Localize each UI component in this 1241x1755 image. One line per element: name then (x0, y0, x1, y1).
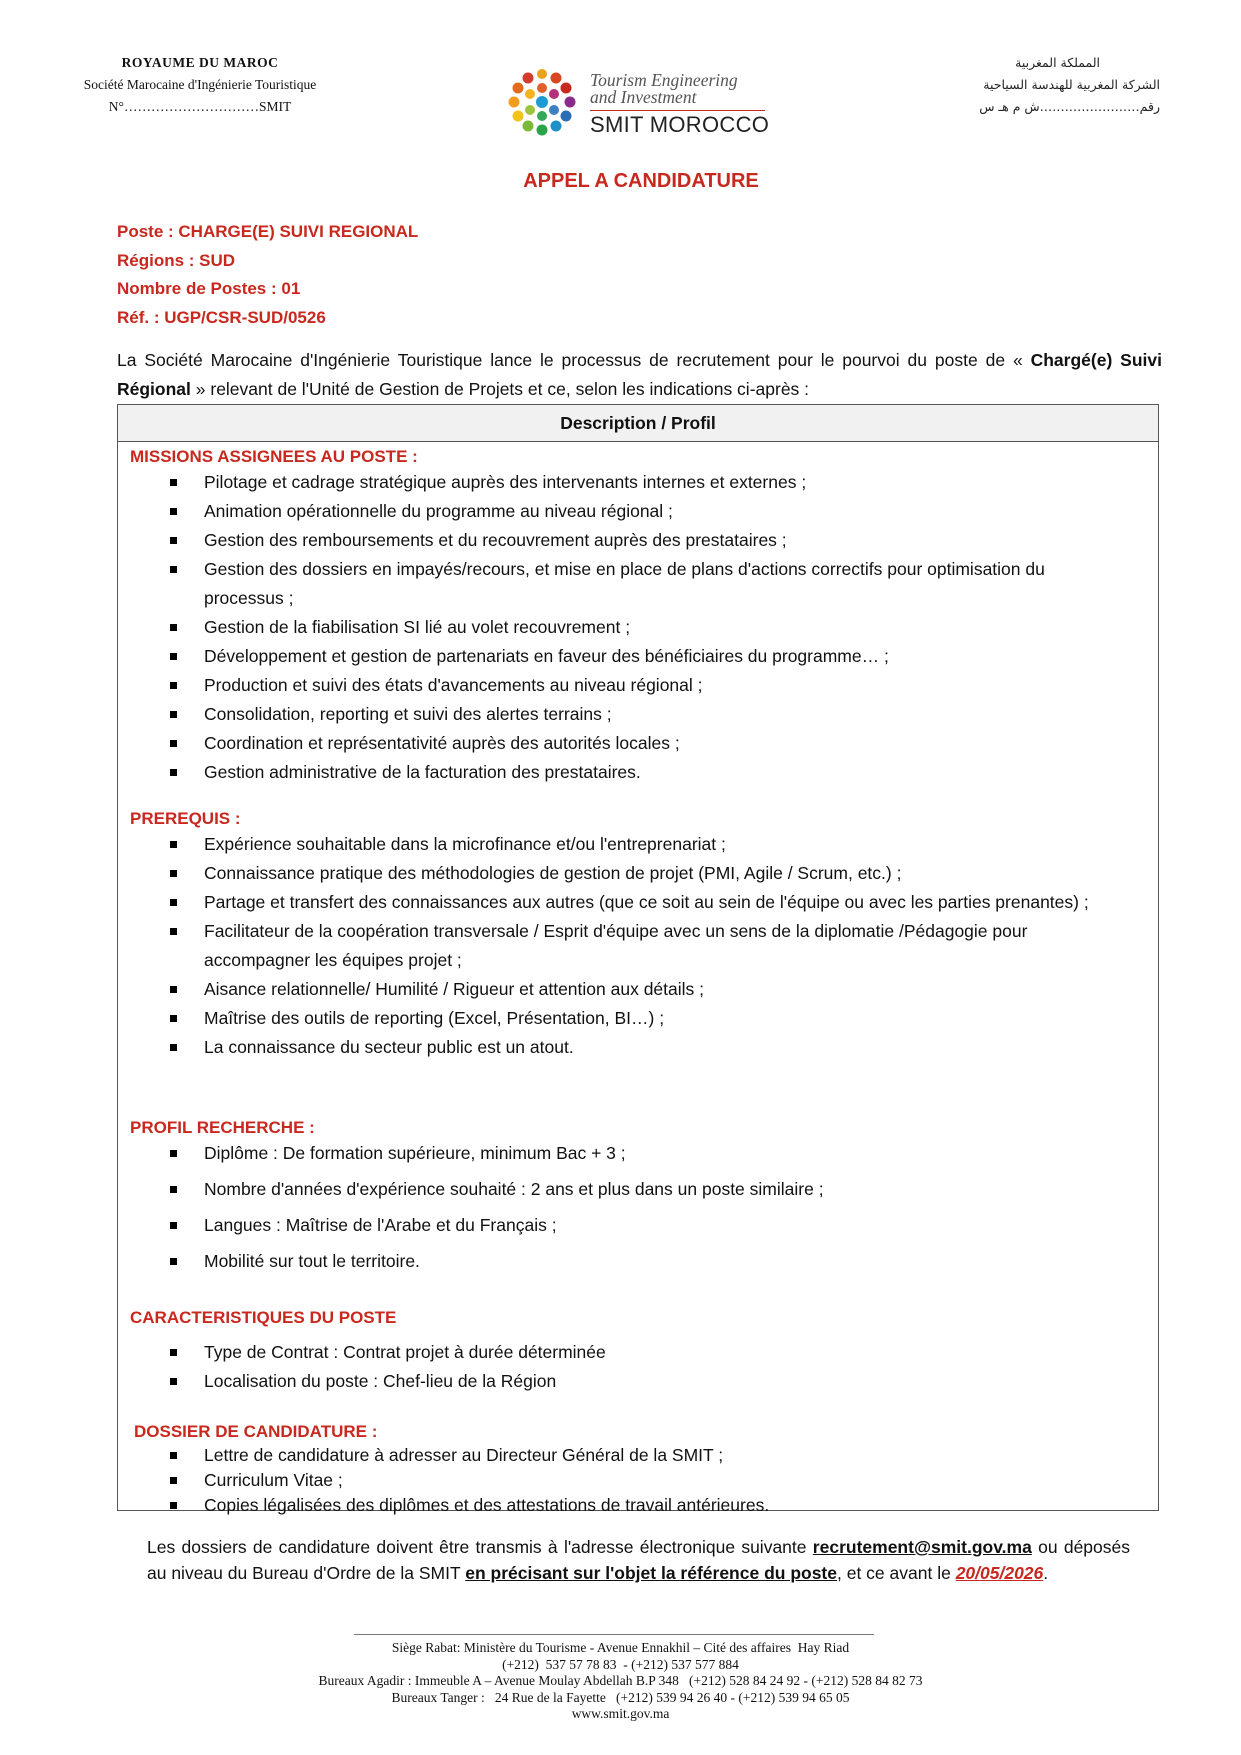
list-item (118, 526, 1118, 555)
list-item (118, 859, 1118, 888)
page-title: APPEL A CANDIDATURE (523, 170, 759, 192)
job-openings: Nombre de Postes : 01 (117, 279, 301, 298)
list-item-text: Copies légalisées des diplômes et des attestations de travail antérieures. (204, 1495, 770, 1515)
footer-line-rabat: Siège Rabat: Ministère du Tourisme - Avenue Ennakhil – Cité des affaires Hay Riad (391, 1640, 850, 1655)
list-item-text: Pilotage et cadrage stratégique auprès des intervenants internes et externes ; (204, 472, 807, 492)
footer-line-tanger: Bureaux Tanger : 24 Rue de la Fayette (+212) 539 94 26 40 - (+212) 539 94 65 05 (391, 1689, 850, 1705)
description-table (117, 404, 1159, 1515)
list-item-text: Nombre d'années d'expérience souhaité : 2 ans et plus dans un poste similaire ; (204, 1179, 824, 1199)
bullet-icon (170, 928, 177, 935)
list-item (118, 758, 1118, 787)
list-item (118, 830, 1118, 859)
footer (0, 1640, 1241, 1723)
list-item-text: Curriculum Vitae ; (204, 1470, 343, 1490)
section-title-profil: PROFIL RECHERCHE : (130, 1118, 315, 1137)
job-meta (117, 218, 418, 332)
list-item-text: Facilitateur de la coopération transversale / Esprit d'équipe avec un sens de la diplomatie /Pédagogie pour accompagner les équipes projet ; (204, 921, 1028, 970)
list-item (118, 1493, 1118, 1518)
list-item (118, 1139, 1118, 1168)
list-item-text: Type de Contrat : Contrat projet à durée déterminée (204, 1342, 606, 1362)
job-reference: Réf. : UGP/CSR-SUD/0526 (117, 307, 326, 327)
section-title-prerequis: PREREQUIS : (130, 809, 241, 828)
missions-list (118, 468, 1118, 787)
list-item-text: Partage et transfert des connaissances aux autres (que ce soit au sein de l'équipe ou avec les parties prenantes) ; (204, 892, 1089, 912)
list-item (118, 1033, 1118, 1062)
list-item-text: Maîtrise des outils de reporting (Excel, Présentation, BI…) ; (204, 1008, 665, 1028)
list-item-text: Développement et gestion de partenariats en faveur des bénéficiaires du programme… ; (204, 646, 889, 666)
list-item (118, 1211, 1118, 1240)
list-item (118, 613, 1118, 642)
document-number: N°…………………………SMIT (108, 99, 292, 114)
bullet-icon (170, 1258, 177, 1265)
bullet-icon (170, 769, 177, 776)
list-item (118, 729, 1118, 758)
bullet-icon (170, 537, 177, 544)
bullet-icon (170, 711, 177, 718)
smit-logo-icon (504, 64, 580, 140)
list-item (118, 468, 1118, 497)
bullet-icon (170, 1349, 177, 1356)
logo-line-3: SMIT MOROCCO (590, 112, 770, 137)
closing-emphasis: en précisant sur l'objet la référence du poste (465, 1563, 837, 1583)
bullet-icon (170, 479, 177, 486)
closing-text-4: . (1043, 1563, 1049, 1583)
list-item-text: Coordination et représentativité auprès des autorités locales ; (204, 733, 680, 753)
list-item (118, 642, 1118, 671)
bullet-icon (170, 508, 177, 515)
list-item-text: Expérience souhaitable dans la microfinance et/ou l'entreprenariat ; (204, 834, 726, 854)
bullet-icon (170, 1044, 177, 1051)
bullet-icon (170, 653, 177, 660)
bullet-icon (170, 1477, 177, 1484)
application-deadline: 20/05/2026 (955, 1563, 1044, 1583)
list-item-text: Production et suivi des états d'avancements au niveau régional ; (204, 675, 703, 695)
footer-line-agadir: Bureaux Agadir : Immeuble A – Avenue Moulay Abdellah B.P 348 (+212) 528 84 24 92 - (+212) 528 84 82 73 (318, 1673, 923, 1688)
list-item-text: Diplôme : De formation supérieure, minimum Bac + 3 ; (204, 1143, 626, 1163)
list-item (118, 1443, 1118, 1468)
intro-paragraph (117, 346, 1162, 404)
prerequis-list (118, 830, 1118, 1062)
list-item-text: Gestion de la fiabilisation SI lié au volet recouvrement ; (204, 617, 631, 637)
list-item (118, 1004, 1118, 1033)
job-position: Poste : CHARGE(E) SUIVI REGIONAL (117, 222, 419, 241)
list-item-text: Consolidation, reporting et suivi des alertes terrains ; (204, 704, 612, 724)
intro-text-end: » relevant de l'Unité de Gestion de Projets et ce, selon les indications ci-après : (190, 379, 810, 399)
footer-website-link[interactable]: www.smit.gov.ma (571, 1706, 670, 1721)
recruitment-email-link[interactable]: recrutement@smit.gov.ma (812, 1537, 1032, 1557)
bullet-icon (170, 1222, 177, 1229)
list-item-text: Mobilité sur tout le territoire. (204, 1251, 420, 1271)
list-item (118, 1338, 1118, 1367)
closing-text-1: Les dossiers de candidature doivent être transmis à l'adresse électronique suivante (147, 1537, 813, 1557)
job-regions: Régions : SUD (117, 250, 236, 270)
list-item (118, 975, 1118, 1004)
list-item-text: Aisance relationnelle/ Humilité / Rigueur et attention aux détails ; (204, 979, 704, 999)
list-item (118, 671, 1118, 700)
profil-list (118, 1139, 1118, 1276)
list-item-text: Connaissance pratique des méthodologies de gestion de projet (PMI, Agile / Scrum, etc.) ; (204, 863, 902, 883)
list-item (118, 917, 1118, 975)
smit-logo (500, 62, 800, 146)
list-item (118, 700, 1118, 729)
description-table-header: Description / Profil (118, 405, 1158, 442)
bullet-icon (170, 1452, 177, 1459)
footer-divider (354, 1634, 874, 1635)
list-item-text: Localisation du poste : Chef-lieu de la Région (204, 1371, 557, 1391)
list-item (118, 1468, 1118, 1493)
bullet-icon (170, 1502, 177, 1509)
list-item (118, 555, 1118, 613)
section-title-caracteristiques: CARACTERISTIQUES DU POSTE (130, 1308, 397, 1327)
bullet-icon (170, 682, 177, 689)
kingdom-name: ROYAUME DU MAROC (121, 55, 279, 70)
list-item-text: La connaissance du secteur public est un atout. (204, 1037, 574, 1057)
logo-line-1: Tourism Engineering (590, 70, 738, 90)
bullet-icon (170, 566, 177, 573)
bullet-icon (170, 870, 177, 877)
caracteristiques-list (118, 1338, 1118, 1396)
footer-line-rabat-phone: (+212) 537 57 78 83 - (+212) 537 577 884 (502, 1656, 739, 1672)
document-number-arabic: رقم……………………ش م هـ س (979, 99, 1160, 114)
list-item-text: Animation opérationnelle du programme au niveau régional ; (204, 501, 673, 521)
dossier-list (118, 1443, 1118, 1518)
list-item-text: Lettre de candidature à adresser au Directeur Général de la SMIT ; (204, 1445, 724, 1465)
closing-text-3: , et ce avant le (837, 1563, 956, 1583)
bullet-icon (170, 986, 177, 993)
bullet-icon (170, 841, 177, 848)
company-name: Société Marocaine d'Ingénierie Touristique (83, 77, 317, 92)
list-item (118, 1367, 1118, 1396)
bullet-icon (170, 1150, 177, 1157)
kingdom-name-arabic: المملكة المغربية (1015, 55, 1100, 70)
list-item-text: Gestion des dossiers en impayés/recours, et mise en place de plans d'actions correctifs pour optimisation du processus ; (204, 559, 1045, 608)
logo-line-2: and Investment (590, 87, 697, 107)
header-left-block (40, 52, 360, 118)
bullet-icon (170, 740, 177, 747)
section-title-missions: MISSIONS ASSIGNEES AU POSTE : (130, 447, 418, 466)
list-item (118, 497, 1118, 526)
header-right-block (920, 52, 1160, 118)
bullet-icon (170, 1015, 177, 1022)
closing-paragraph (147, 1534, 1130, 1586)
bullet-icon (170, 899, 177, 906)
list-item (118, 888, 1118, 917)
intro-text-start: La Société Marocaine d'Ingénierie Touristique lance le processus de recrutement pour le pourvoi du poste de « (117, 350, 1031, 370)
list-item (118, 1247, 1118, 1276)
bullet-icon (170, 1186, 177, 1193)
logo-divider (590, 110, 765, 111)
list-item (118, 1175, 1118, 1204)
list-item-text: Gestion des remboursements et du recouvrement auprès des prestataires ; (204, 530, 787, 550)
bullet-icon (170, 624, 177, 631)
closing-text-2: ou déposés au niveau du Bureau d'Ordre de la SMIT (147, 1537, 1131, 1583)
bullet-icon (170, 1378, 177, 1385)
list-item-text: Gestion administrative de la facturation des prestataires. (204, 762, 641, 782)
section-title-dossier: DOSSIER DE CANDIDATURE : (134, 1422, 378, 1441)
company-name-arabic: الشركة المغربية للهندسة السياحية (983, 77, 1160, 92)
list-item-text: Langues : Maîtrise de l'Arabe et du Français ; (204, 1215, 557, 1235)
intro-position-name: Chargé(e) Suivi Régional (117, 350, 1162, 399)
